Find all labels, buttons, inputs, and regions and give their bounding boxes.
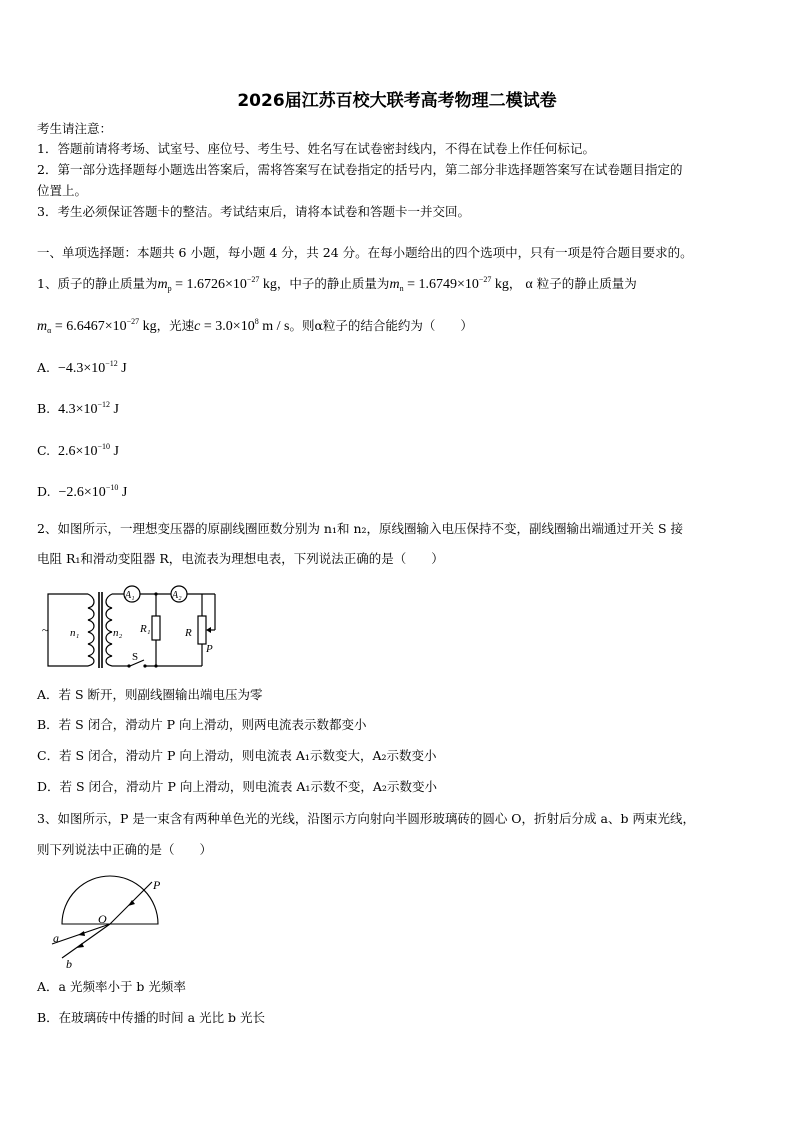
ammeter-a2-label: A₂ (172, 590, 182, 601)
q1-line-1 (37, 276, 637, 293)
q1-stem-mid1: ，中子的静止质量为 (276, 276, 390, 291)
q3-option-b: B．在玻璃砖中传播的时间 a 光比 b 光长 (37, 1010, 266, 1025)
notice-item-1: 1．答题前请将考场、试室号、座位号、考生号、姓名写在试卷密封线内，不得在试卷上作任何标记。 (37, 141, 595, 156)
label-center-o: O (98, 912, 107, 926)
label-switch-s: S (132, 651, 139, 663)
q1-option-d: D. $-2.6\times 10^{-10}$ J (37, 483, 128, 500)
semicircle-glass-diagram (40, 870, 170, 970)
q1-line-2 (37, 318, 473, 335)
q2-option-a: A．若 S 断开，则副线圈输出端电压为零 (37, 687, 263, 702)
label-p-ray: P (153, 878, 161, 892)
label-r: R (185, 627, 192, 639)
q2-line-1: 2、如图所示，一理想变压器的原副线圈匝数分别为 n₁和 n₂，原线圈输入电压保持不变，副线圈输出端通过开关 S 接 (37, 521, 684, 536)
q1-stem-end: 粒子的静止质量为 (536, 276, 637, 291)
label-n1: n₁ (70, 627, 80, 639)
ac-source-symbol: ~ (42, 623, 49, 637)
q1-proton-mass: $m_p = 1.6726\times 10^{-27}$ kg (157, 275, 277, 293)
section-heading: 一、单项选择题：本题共 6 小题，每小题 4 分，共 24 分。在每小题给出的四个选项中，只有一项是符合题目要求的。 (37, 245, 693, 260)
notice-item-2-cont: 位置上。 (37, 183, 88, 198)
q1-light-speed: $c = 3.0\times 10^8$ m / s (194, 317, 290, 334)
q3-option-a: A．a 光频率小于 b 光频率 (37, 979, 186, 994)
label-n2: n₂ (113, 627, 123, 639)
q1-stem-start: 1、质子的静止质量为 (37, 276, 158, 291)
label-r1: R₁ (140, 623, 151, 635)
q1-question: 。则α粒子的结合能约为（ ） (289, 318, 473, 333)
page-title: 2026届江苏百校大联考高考物理二模试卷 (237, 91, 557, 111)
q1-stem-mid3: ，光速 (156, 318, 195, 333)
q1-option-b: B. $4.3\times 10^{-12}$ J (37, 400, 119, 417)
q1-stem-mid2: ， (508, 276, 522, 291)
label-ray-b: b (66, 957, 72, 970)
q2-line-2: 电阻 R₁和滑动变阻器 R，电流表为理想电表，下列说法正确的是（ ） (37, 551, 444, 566)
notice-item-3: 3．考生必须保证答题卡的整洁。考试结束后，请将本试卷和答题卡一并交回。 (37, 204, 470, 219)
label-ray-a: a (53, 931, 59, 945)
ammeter-a1-label: A₁ (125, 590, 135, 601)
label-p: P (206, 643, 213, 655)
q1-alpha-mass: $m_\alpha = 6.6467\times 10^{-27}$ kg (37, 317, 157, 335)
q3-line-2: 则下列说法中正确的是（ ） (37, 842, 213, 857)
transformer-circuit-diagram (40, 580, 230, 672)
q2-option-b: B．若 S 闭合，滑动片 P 向上滑动，则两电流表示数都变小 (37, 717, 367, 732)
q1-alpha-symbol: α (525, 277, 533, 292)
notice-item-2: 2．第一部分选择题每小题选出答案后，需将答案写在试卷指定的括号内，第二部分非选择题答案写在试卷题目指定的 (37, 162, 683, 177)
notice-heading: 考生请注意： (37, 121, 113, 136)
q1-neutron-mass: $m_n = 1.6749\times 10^{-27}$ kg (389, 275, 509, 293)
q3-line-1: 3、如图所示，P 是一束含有两种单色光的光线，沿图示方向射向半圆形玻璃砖的圆心 O，折射后分成 a、b 两束光线， (37, 811, 695, 826)
q2-option-d: D．若 S 闭合，滑动片 P 向上滑动，则电流表 A₁示数不变，A₂示数变小 (37, 779, 437, 794)
q1-option-a: A. $-4.3\times 10^{-12}$ J (37, 359, 127, 376)
q1-option-c: C. $2.6\times 10^{-10}$ J (37, 442, 119, 459)
q2-option-c: C．若 S 闭合，滑动片 P 向上滑动，则电流表 A₁示数变大，A₂示数变小 (37, 748, 437, 763)
